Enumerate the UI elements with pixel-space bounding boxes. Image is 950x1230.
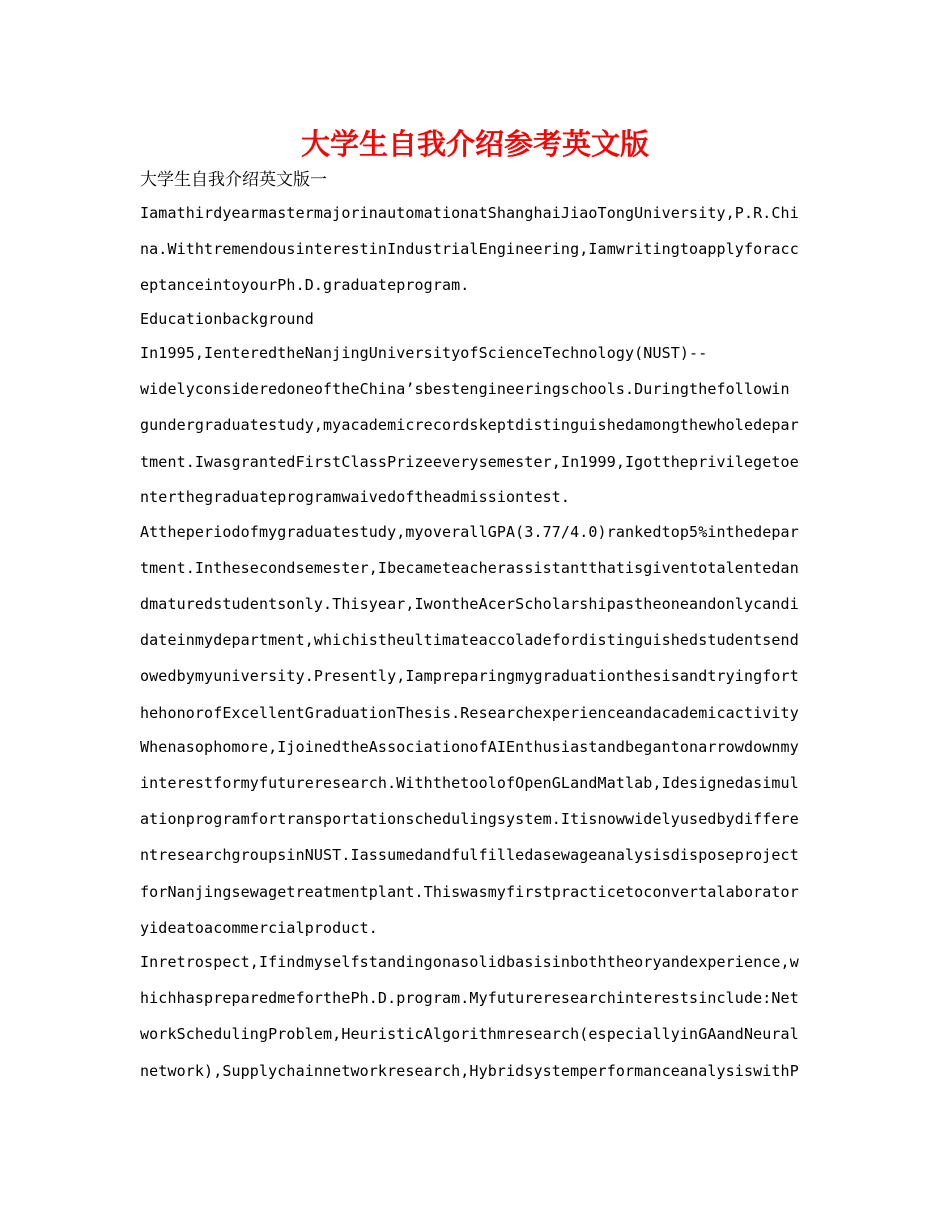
- text-line: interestformyfutureresearch.WiththetoolofOpenGLandMatlab,Idesignedasimul: [140, 774, 799, 792]
- document-title: 大学生自我介绍参考英文版: [300, 127, 649, 161]
- text-line: hichhaspreparedmeforthePh.D.program.Myfutureresearchinterestsinclude:Net: [140, 989, 799, 1007]
- text-line: yideatoacommercialproduct.: [140, 919, 378, 937]
- text-line: ationprogramfortransportationschedulingsystem.Itisnowwidelyusedbydiffere: [140, 810, 799, 828]
- text-line: gundergraduatestudy,myacademicrecordskeptdistinguishedamongthewholedepar: [140, 416, 799, 434]
- text-line: eptanceintoyourPh.D.graduateprogram.: [140, 276, 470, 294]
- text-line: dmaturedstudentsonly.Thisyear,IwontheAcerScholarshipastheoneandonlycandi: [140, 595, 799, 613]
- text-line: tment.IwasgrantedFirstClassPrizeeverysemester,In1999,Igottheprivilegetoe: [140, 453, 799, 471]
- text-line: forNanjingsewagetreatmentplant.Thiswasmyfirstpracticetoconvertalaborator: [140, 883, 799, 901]
- text-line: tment.Inthesecondsemester,Ibecameteacherassistantthatisgiventotalentedan: [140, 559, 799, 577]
- text-line: IamathirdyearmastermajorinautomationatShanghaiJiaoTongUniversity,P.R.Chi: [140, 204, 799, 222]
- text-line: workSchedulingProblem,HeuristicAlgorithmresearch(especiallyinGAandNeural: [140, 1025, 799, 1043]
- text-line: Inretrospect,Ifindmyselfstandingonasolidbasisinboththeoryandexperience,w: [140, 953, 799, 971]
- text-line: ntresearchgroupsinNUST.Iassumedandfulfilledasewageanalysisdisposeproject: [140, 846, 799, 864]
- text-line: na.WithtremendousinterestinIndustrialEngineering,Iamwritingtoapplyforacc: [140, 240, 799, 258]
- text-line: In1995,IenteredtheNanjingUniversityofScienceTechnology(NUST)--: [140, 344, 708, 362]
- text-line: Educationbackground: [140, 310, 314, 328]
- text-line: network),Supplychainnetworkresearch,HybridsystemperformanceanalysiswithP: [140, 1062, 799, 1080]
- text-line: widelyconsideredoneoftheChina’sbestengineeringschools.Duringthefollowin: [140, 380, 790, 398]
- text-line: owedbymyuniversity.Presently,Iampreparingmygraduationthesisandtryingfort: [140, 667, 799, 685]
- text-line: hehonorofExcellentGraduationThesis.Researchexperienceandacademicactivity: [140, 704, 799, 722]
- text-line: nterthegraduateprogramwaivedoftheadmissiontest.: [140, 488, 571, 506]
- text-line: dateinmydepartment,whichistheultimateaccoladefordistinguishedstudentsend: [140, 631, 799, 649]
- document-subtitle: 大学生自我介绍英文版一: [140, 170, 327, 190]
- text-line: Attheperiodofmygraduatestudy,myoverallGPA(3.77/4.0)rankedtop5%inthedepar: [140, 523, 799, 541]
- text-line: Whenasophomore,IjoinedtheAssociationofAIEnthusiastandbegantonarrowdownmy: [140, 738, 799, 756]
